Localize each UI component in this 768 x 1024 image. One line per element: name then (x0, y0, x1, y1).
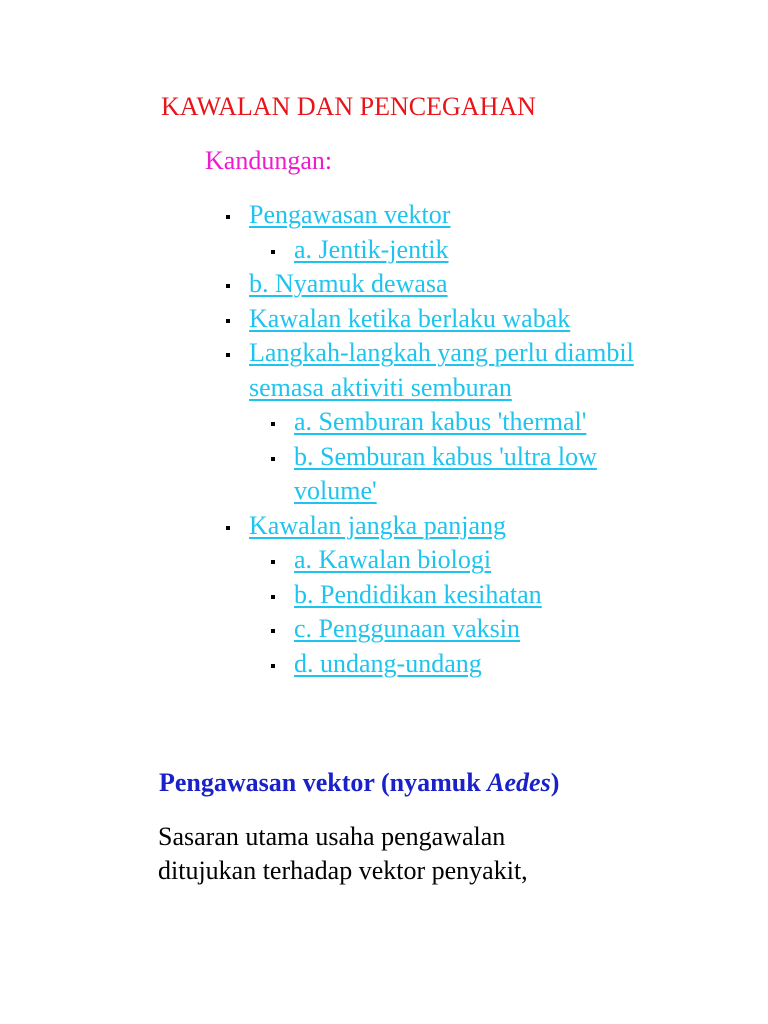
toc-sublist (249, 543, 669, 681)
toc-link-semburan-ulv[interactable]: b. Semburan kabus 'ultra low volume' (294, 441, 597, 505)
section-heading-close: ) (550, 768, 560, 797)
toc-item (294, 440, 669, 509)
table-of-contents (249, 198, 669, 681)
section-heading-text: Pengawasan vektor (nyamuk (159, 768, 488, 797)
toc-item (249, 198, 669, 267)
page-title: KAWALAN DAN PENCEGAHAN (161, 92, 536, 121)
body-paragraph: Sasaran utama usaha pengawalan ditujukan terhadap vektor penyakit, (158, 822, 528, 885)
toc-item (249, 267, 669, 302)
toc-sublist (249, 233, 669, 268)
toc-link-pengawasan-vektor[interactable]: Pengawasan vektor (249, 200, 451, 229)
toc-item (294, 612, 669, 647)
toc-item (249, 509, 669, 682)
contents-heading: Kandungan: (205, 146, 333, 175)
toc-link-nyamuk-dewasa[interactable]: b. Nyamuk dewasa (249, 269, 448, 298)
toc-link-kawalan-wabak[interactable]: Kawalan ketika berlaku wabak (249, 303, 571, 333)
toc-item (249, 336, 669, 509)
toc-link-penggunaan-vaksin[interactable]: c. Penggunaan vaksin (294, 614, 521, 643)
toc-item (294, 233, 669, 268)
section-heading-italic: Aedes (487, 768, 551, 797)
toc-item (294, 647, 669, 682)
toc-item (249, 302, 669, 337)
toc-link-undang-undang[interactable]: d. undang-undang (294, 648, 482, 678)
toc-sublist (249, 405, 669, 509)
toc-link-semburan-thermal[interactable]: a. Semburan kabus 'thermal' (294, 407, 587, 436)
toc-link-kawalan-biologi[interactable]: a. Kawalan biologi (294, 545, 492, 574)
toc-link-langkah-semburan[interactable]: Langkah-langkah yang perlu diambil semasa aktiviti semburan (249, 338, 634, 402)
toc-item (294, 405, 669, 440)
toc-item (294, 578, 669, 613)
toc-link-pendidikan-kesihatan[interactable]: b. Pendidikan kesihatan (294, 579, 542, 609)
section-heading (159, 768, 559, 798)
toc-link-jentik-jentik[interactable]: a. Jentik-jentik (294, 234, 449, 264)
toc-item (294, 543, 669, 578)
toc-link-kawalan-jangka-panjang[interactable]: Kawalan jangka panjang (249, 510, 507, 540)
